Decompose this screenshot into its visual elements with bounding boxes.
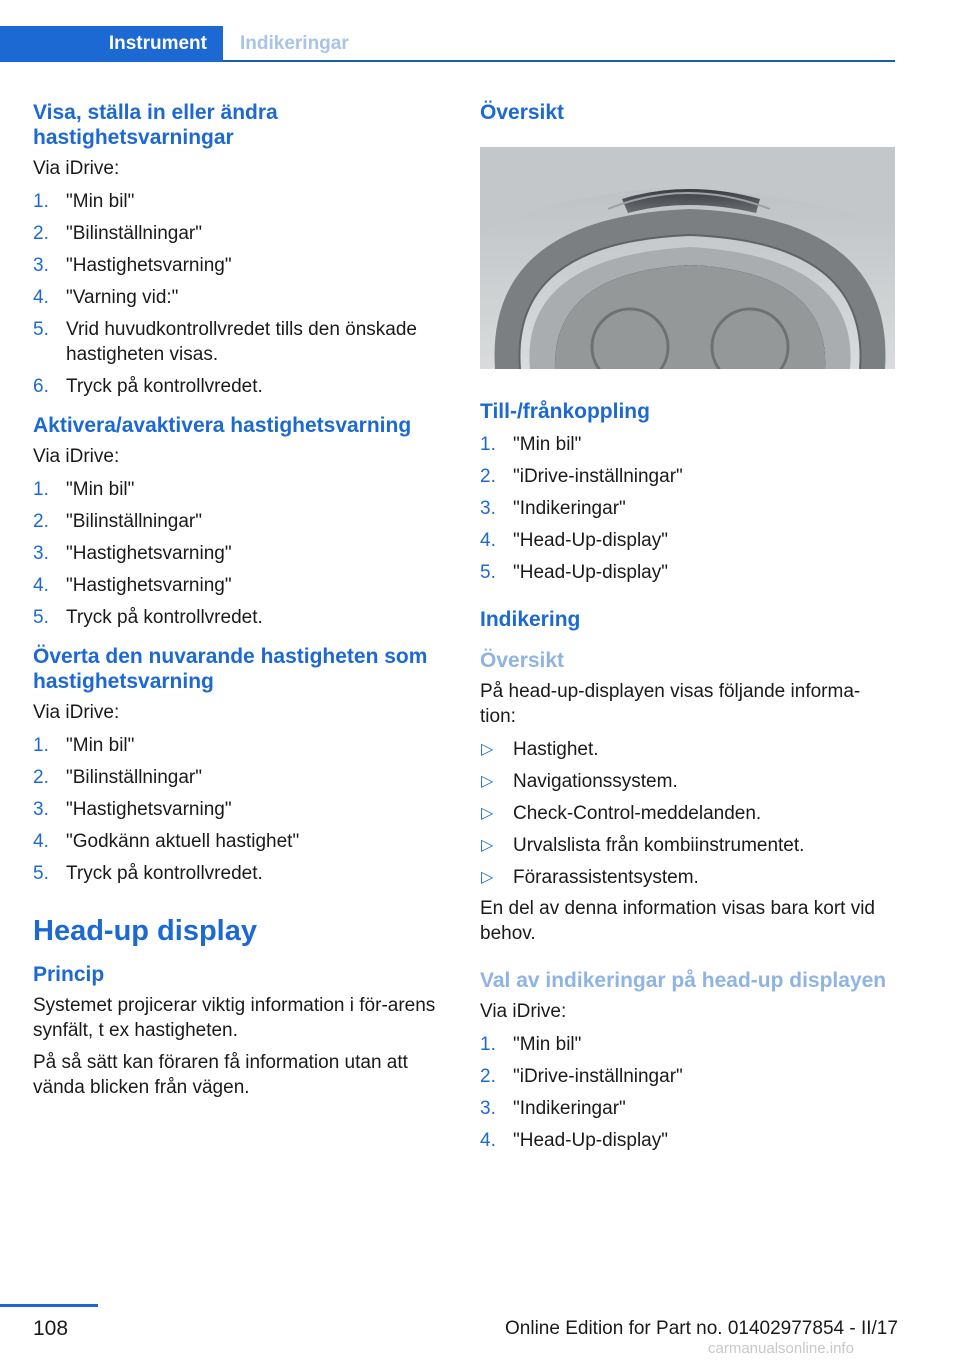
section-heading-visa: Visa, ställa in eller ändra hastighetsvarningar xyxy=(33,101,278,149)
list-item: 1. "Min bil" xyxy=(33,479,135,500)
step-number: 4. xyxy=(33,831,49,852)
list-item: ▷ Hastighet. xyxy=(481,739,599,760)
list-item: 3. "Indikeringar" xyxy=(480,1098,626,1119)
step-number: 2. xyxy=(33,511,49,532)
step-number: 4. xyxy=(33,575,49,596)
list-item: 1. "Min bil" xyxy=(480,434,582,455)
step-number: 1. xyxy=(33,479,49,500)
section-heading-overta: Överta den nuvarande hastigheten som hastighetsvarning xyxy=(33,645,428,693)
step-number: 2. xyxy=(480,466,496,487)
step-number: 1. xyxy=(33,735,49,756)
list-item: 2. "iDrive-inställningar" xyxy=(480,1066,683,1087)
section-heading-indikering: Indikering xyxy=(480,608,581,631)
list-item: 2. "Bilinställningar" xyxy=(33,767,202,788)
paragraph: På så sätt kan föraren få information utan att vända blicken från vägen. xyxy=(33,1052,408,1098)
list-item: 2. "Bilinställningar" xyxy=(33,223,202,244)
step-number: 4. xyxy=(33,287,49,308)
section-intro: Via iDrive: xyxy=(33,158,120,179)
page-number: 108 xyxy=(33,1317,69,1340)
steps-list xyxy=(33,189,445,399)
list-item: 1. "Min bil" xyxy=(33,191,135,212)
list-item: 2. "Bilinställningar" xyxy=(33,511,202,532)
page-number-rule xyxy=(0,1304,98,1307)
paragraph: På head-up-displayen visas följande informa-tion: xyxy=(480,681,861,727)
steps-list xyxy=(480,1032,895,1153)
step-number: 3. xyxy=(480,1098,496,1119)
paragraph: En del av denna information visas bara kort vid behov. xyxy=(480,898,875,944)
list-item: 5. Tryck på kontrollvredet. xyxy=(33,607,263,628)
list-item: 3. "Indikeringar" xyxy=(480,498,626,519)
bullet-list xyxy=(480,737,895,890)
triangle-bullet-icon: ▷ xyxy=(481,869,494,886)
step-number: 4. xyxy=(480,1130,496,1151)
steps-list xyxy=(480,432,895,585)
list-item: 4. "Varning vid:" xyxy=(33,287,179,308)
list-item: 5. Tryck på kontrollvredet. xyxy=(33,863,263,884)
watermark: carmanualsonline.info xyxy=(708,1340,854,1357)
step-number: 1. xyxy=(33,191,49,212)
section-heading-oversikt: Översikt xyxy=(480,101,565,124)
list-item: 2. "iDrive-inställningar" xyxy=(480,466,683,487)
section-intro: Via iDrive: xyxy=(33,702,120,723)
section-heading-till-fran: Till-/frånkoppling xyxy=(480,400,650,423)
list-item: ▷ Navigationssystem. xyxy=(481,771,678,792)
triangle-bullet-icon: ▷ xyxy=(481,837,494,854)
tab-instrument[interactable]: Instrument xyxy=(0,26,223,62)
tab-indikeringar[interactable]: Indikeringar xyxy=(240,33,349,54)
step-number: 2. xyxy=(33,767,49,788)
list-item: 4. "Head-Up-display" xyxy=(480,530,668,551)
section-heading-princip: Princip xyxy=(33,963,105,986)
hud-dashboard-illustration xyxy=(480,147,895,369)
triangle-bullet-icon: ▷ xyxy=(481,773,494,790)
steps-list xyxy=(33,733,445,886)
step-number: 3. xyxy=(480,498,496,519)
step-number: 3. xyxy=(33,799,49,820)
step-number: 4. xyxy=(480,530,496,551)
list-item: 3. "Hastighetsvarning" xyxy=(33,799,232,820)
paragraph: Systemet projicerar viktig information i för-arens synfält, t ex hastigheten. xyxy=(33,995,436,1041)
list-item: 1. "Min bil" xyxy=(480,1034,582,1055)
list-item: 6. Tryck på kontrollvredet. xyxy=(33,376,263,397)
dashboard-drawing xyxy=(480,147,895,369)
section-intro: Via iDrive: xyxy=(33,446,120,467)
list-item: 4. "Head-Up-display" xyxy=(480,1130,668,1151)
list-item: 4. "Godkänn aktuell hastighet" xyxy=(33,831,300,852)
right-column xyxy=(480,100,895,1167)
triangle-bullet-icon: ▷ xyxy=(481,741,494,758)
step-number: 3. xyxy=(33,543,49,564)
section-intro: Via iDrive: xyxy=(480,1001,567,1022)
list-item: 3. "Hastighetsvarning" xyxy=(33,255,232,276)
step-number: 1. xyxy=(480,1034,496,1055)
left-column xyxy=(33,100,445,1107)
section-heading-aktivera: Aktivera/avaktivera hastighetsvarning xyxy=(33,414,412,437)
steps-list xyxy=(33,477,445,630)
step-number: 5. xyxy=(33,607,49,628)
chapter-title-hud: Head-up display xyxy=(33,915,257,947)
list-item: 1. "Min bil" xyxy=(33,735,135,756)
header-tabbar xyxy=(0,26,895,62)
step-number: 5. xyxy=(33,863,49,884)
list-item: 3. "Hastighetsvarning" xyxy=(33,543,232,564)
step-number: 2. xyxy=(480,1066,496,1087)
list-item: ▷ Check-Control-meddelanden. xyxy=(481,803,762,824)
step-number: 3. xyxy=(33,255,49,276)
step-number: 2. xyxy=(33,223,49,244)
triangle-bullet-icon: ▷ xyxy=(481,805,494,822)
list-item: 4. "Hastighetsvarning" xyxy=(33,575,232,596)
step-number: 6. xyxy=(33,376,49,397)
list-item: 5. Vrid huvudkontrollvredet tills den önskade hastigheten visas. xyxy=(33,319,417,365)
step-number: 1. xyxy=(480,434,496,455)
edition-note: Online Edition for Part no. 01402977854 - II/17 xyxy=(505,1318,898,1339)
section-heading-val-av-indikeringar: Val av indikeringar på head-up displayen xyxy=(480,969,887,992)
step-number: 5. xyxy=(33,319,49,340)
subsection-heading-oversikt: Översikt xyxy=(480,649,565,672)
step-number: 5. xyxy=(480,562,496,583)
list-item: ▷ Förarassistentsystem. xyxy=(481,867,699,888)
list-item: 5. "Head-Up-display" xyxy=(480,562,668,583)
list-item: ▷ Urvalslista från kombiinstrumentet. xyxy=(481,835,805,856)
